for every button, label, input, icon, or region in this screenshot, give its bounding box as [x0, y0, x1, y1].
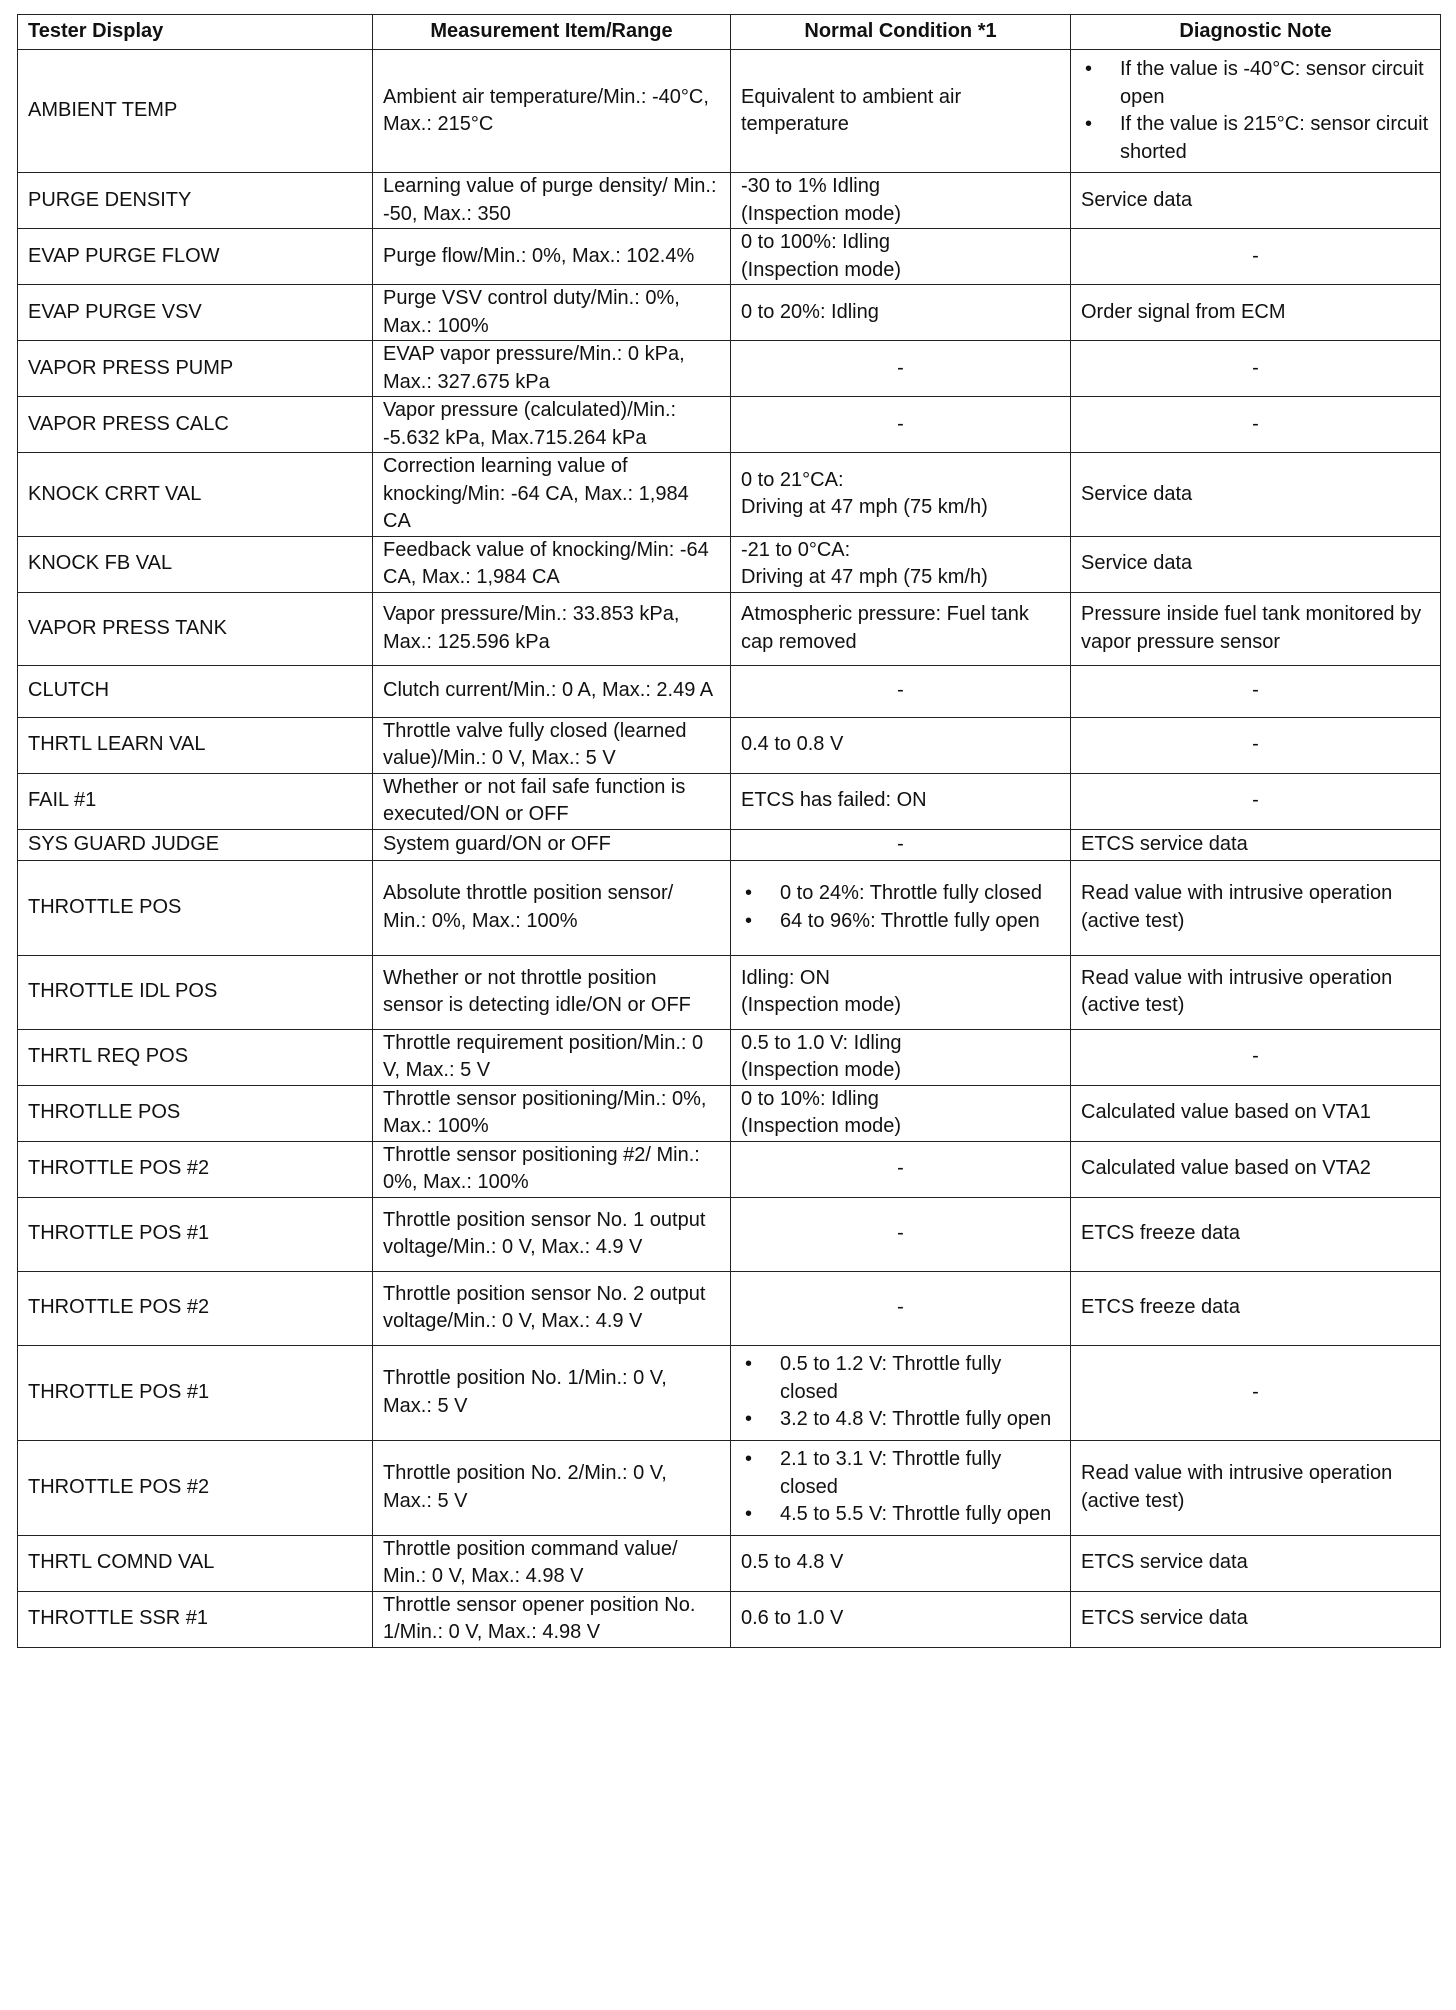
- cell-diagnostic-note: Order signal from ECM: [1071, 285, 1441, 341]
- cell-normal-condition: 0.5 to 4.8 V: [731, 1535, 1071, 1591]
- cell-normal-condition: [731, 1085, 1071, 1141]
- table-row: [18, 397, 1441, 453]
- cell-measurement: Throttle position No. 2/Min.: 0 V, Max.: 5 V: [373, 1440, 731, 1535]
- cell-tester-display: KNOCK FB VAL: [18, 536, 373, 592]
- cell-diagnostic-note: Read value with intrusive operation (active test): [1071, 860, 1441, 955]
- cell-tester-display: CLUTCH: [18, 665, 373, 717]
- cell-tester-display: SYS GUARD JUDGE: [18, 829, 373, 860]
- cell-diagnostic-note: ETCS service data: [1071, 829, 1441, 860]
- cell-normal-condition: [731, 955, 1071, 1029]
- cell-diagnostic-note: Calculated value based on VTA2: [1071, 1141, 1441, 1197]
- list-item: • If the value is -40°C: sensor circuit open: [1081, 56, 1430, 111]
- list-item: • 0 to 24%: Throttle fully closed: [741, 880, 1060, 908]
- cell-measurement: Throttle valve fully closed (learned value)/Min.: 0 V, Max.: 5 V: [373, 717, 731, 773]
- cell-normal-condition: [731, 173, 1071, 229]
- cell-measurement: System guard/ON or OFF: [373, 829, 731, 860]
- cell-tester-display: THROTTLE POS #2: [18, 1271, 373, 1345]
- cell-measurement: Throttle sensor positioning/Min.: 0%, Max.: 100%: [373, 1085, 731, 1141]
- cell-diagnostic-note: -: [1071, 773, 1441, 829]
- table-row: [18, 1271, 1441, 1345]
- cell-measurement: Absolute throttle position sensor/ Min.: 0%, Max.: 100%: [373, 860, 731, 955]
- cell-diagnostic-note: Read value with intrusive operation (active test): [1071, 955, 1441, 1029]
- cell-diagnostic-note: ETCS service data: [1071, 1535, 1441, 1591]
- normal-condition-line: (Inspection mode): [741, 994, 902, 1016]
- cell-tester-display: THROTTLE POS: [18, 860, 373, 955]
- cell-diagnostic-note: -: [1071, 1345, 1441, 1440]
- cell-tester-display: VAPOR PRESS PUMP: [18, 341, 373, 397]
- cell-normal-condition: -: [731, 665, 1071, 717]
- cell-diagnostic-note: [1071, 50, 1441, 173]
- cell-measurement: Clutch current/Min.: 0 A, Max.: 2.49 A: [373, 665, 731, 717]
- cell-measurement: Whether or not fail safe function is executed/ON or OFF: [373, 773, 731, 829]
- cell-diagnostic-note: -: [1071, 665, 1441, 717]
- header-normal-condition: Normal Condition *1: [731, 15, 1071, 50]
- cell-normal-condition: [731, 860, 1071, 955]
- cell-diagnostic-note: ETCS service data: [1071, 1591, 1441, 1647]
- normal-condition-line: -30 to 1% Idling: [741, 175, 880, 197]
- table-row: [18, 860, 1441, 955]
- cell-measurement: Correction learning value of knocking/Min: -64 CA, Max.: 1,984 CA: [373, 453, 731, 537]
- cell-diagnostic-note: Read value with intrusive operation (active test): [1071, 1440, 1441, 1535]
- cell-normal-condition: -: [731, 829, 1071, 860]
- list-item: • 0.5 to 1.2 V: Throttle fully closed: [741, 1351, 1060, 1406]
- cell-normal-condition: [731, 1440, 1071, 1535]
- table-row: [18, 285, 1441, 341]
- cell-normal-condition: [731, 536, 1071, 592]
- cell-tester-display: THROTTLE POS #1: [18, 1197, 373, 1271]
- cell-diagnostic-note: Pressure inside fuel tank monitored by vapor pressure sensor: [1071, 592, 1441, 665]
- normal-condition-line: 0 to 21°CA:: [741, 468, 844, 491]
- table-row: [18, 955, 1441, 1029]
- cell-normal-condition: [731, 453, 1071, 537]
- cell-tester-display: THRTL LEARN VAL: [18, 717, 373, 773]
- cell-normal-condition: -: [731, 341, 1071, 397]
- data-list-table: [17, 14, 1441, 1648]
- table-row: [18, 1591, 1441, 1647]
- cell-normal-condition: [731, 1029, 1071, 1085]
- table-row: [18, 453, 1441, 537]
- table-row: [18, 717, 1441, 773]
- cell-diagnostic-note: -: [1071, 229, 1441, 285]
- table-row: [18, 773, 1441, 829]
- cell-measurement: EVAP vapor pressure/Min.: 0 kPa, Max.: 327.675 kPa: [373, 341, 731, 397]
- cell-normal-condition: -: [731, 397, 1071, 453]
- table-row: [18, 341, 1441, 397]
- cell-measurement: Whether or not throttle position sensor is detecting idle/ON or OFF: [373, 955, 731, 1029]
- data-list-sheet: [17, 14, 1440, 1648]
- normal-condition-line: 0.5 to 1.0 V: Idling: [741, 1031, 902, 1054]
- table-row: [18, 1085, 1441, 1141]
- table-row: [18, 1440, 1441, 1535]
- cell-normal-condition: [731, 1345, 1071, 1440]
- cell-measurement: Vapor pressure/Min.: 33.853 kPa, Max.: 125.596 kPa: [373, 592, 731, 665]
- cell-measurement: Feedback value of knocking/Min: -64 CA, Max.: 1,984 CA: [373, 536, 731, 592]
- cell-measurement: Throttle position sensor No. 2 output voltage/Min.: 0 V, Max.: 4.9 V: [373, 1271, 731, 1345]
- normal-condition-line: (Inspection mode): [741, 258, 902, 281]
- normal-condition-line: -21 to 0°CA:: [741, 538, 851, 561]
- table-row: [18, 1345, 1441, 1440]
- cell-diagnostic-note: -: [1071, 341, 1441, 397]
- cell-diagnostic-note: Service data: [1071, 453, 1441, 537]
- cell-diagnostic-note: Calculated value based on VTA1: [1071, 1085, 1441, 1141]
- cell-normal-condition: ETCS has failed: ON: [731, 773, 1071, 829]
- cell-measurement: Purge flow/Min.: 0%, Max.: 102.4%: [373, 229, 731, 285]
- cell-normal-condition: 0 to 20%: Idling: [731, 285, 1071, 341]
- header-tester-display: Tester Display: [18, 15, 373, 50]
- normal-condition-line: 0 to 100%: Idling: [741, 231, 890, 253]
- header-row: [18, 15, 1441, 50]
- cell-diagnostic-note: Service data: [1071, 536, 1441, 592]
- normal-condition-list: [741, 1351, 1060, 1434]
- cell-normal-condition: [731, 229, 1071, 285]
- cell-tester-display: THROTTLE IDL POS: [18, 955, 373, 1029]
- cell-tester-display: KNOCK CRRT VAL: [18, 453, 373, 537]
- cell-tester-display: THRTL REQ POS: [18, 1029, 373, 1085]
- cell-measurement: Vapor pressure (calculated)/Min.: -5.632 kPa, Max.715.264 kPa: [373, 397, 731, 453]
- cell-measurement: Throttle sensor positioning #2/ Min.: 0%, Max.: 100%: [373, 1141, 731, 1197]
- normal-condition-list: [741, 1446, 1060, 1529]
- cell-measurement: Throttle position No. 1/Min.: 0 V, Max.: 5 V: [373, 1345, 731, 1440]
- table-row: [18, 1197, 1441, 1271]
- list-item: • 4.5 to 5.5 V: Throttle fully open: [741, 1501, 1060, 1529]
- normal-condition-line: (Inspection mode): [741, 1115, 902, 1137]
- header-diagnostic-note: Diagnostic Note: [1071, 15, 1441, 50]
- normal-condition-line: Driving at 47 mph (75 km/h): [741, 496, 988, 519]
- cell-tester-display: EVAP PURGE FLOW: [18, 229, 373, 285]
- list-item: • 3.2 to 4.8 V: Throttle fully open: [741, 1406, 1060, 1434]
- table-row: [18, 665, 1441, 717]
- cell-tester-display: VAPOR PRESS CALC: [18, 397, 373, 453]
- cell-tester-display: THROTTLE POS #2: [18, 1141, 373, 1197]
- cell-tester-display: THROTTLE POS #1: [18, 1345, 373, 1440]
- cell-normal-condition: 0.6 to 1.0 V: [731, 1591, 1071, 1647]
- cell-normal-condition: -: [731, 1197, 1071, 1271]
- cell-measurement: Ambient air temperature/Min.: -40°C, Max.: 215°C: [373, 50, 731, 173]
- table-row: [18, 173, 1441, 229]
- normal-condition-line: Idling: ON: [741, 966, 830, 989]
- normal-condition-line: 0 to 10%: Idling: [741, 1087, 879, 1110]
- diagnostic-note-list: [1081, 56, 1430, 166]
- table-row: [18, 1029, 1441, 1085]
- cell-measurement: Throttle position command value/ Min.: 0 V, Max.: 4.98 V: [373, 1535, 731, 1591]
- normal-condition-line: (Inspection mode): [741, 1059, 902, 1081]
- cell-tester-display: THROTLLE POS: [18, 1085, 373, 1141]
- cell-tester-display: THRTL COMND VAL: [18, 1535, 373, 1591]
- table-row: [18, 1535, 1441, 1591]
- cell-measurement: Throttle sensor opener position No. 1/Min.: 0 V, Max.: 4.98 V: [373, 1591, 731, 1647]
- table-row: [18, 1141, 1441, 1197]
- list-item: • If the value is 215°C: sensor circuit shorted: [1081, 111, 1430, 166]
- cell-measurement: Learning value of purge density/ Min.: -50, Max.: 350: [373, 173, 731, 229]
- cell-tester-display: AMBIENT TEMP: [18, 50, 373, 173]
- cell-measurement: Purge VSV control duty/Min.: 0%, Max.: 100%: [373, 285, 731, 341]
- cell-normal-condition: -: [731, 1271, 1071, 1345]
- cell-normal-condition: 0.4 to 0.8 V: [731, 717, 1071, 773]
- cell-diagnostic-note: -: [1071, 397, 1441, 453]
- header-measurement: Measurement Item/Range: [373, 15, 731, 50]
- cell-diagnostic-note: ETCS freeze data: [1071, 1271, 1441, 1345]
- cell-normal-condition: Equivalent to ambient air temperature: [731, 50, 1071, 173]
- list-item: • 64 to 96%: Throttle fully open: [741, 908, 1060, 936]
- table-row: [18, 829, 1441, 860]
- normal-condition-list: [741, 880, 1060, 935]
- table-row: [18, 50, 1441, 173]
- table-row: [18, 229, 1441, 285]
- normal-condition-line: Driving at 47 mph (75 km/h): [741, 566, 988, 588]
- cell-normal-condition: -: [731, 1141, 1071, 1197]
- table-row: [18, 536, 1441, 592]
- cell-tester-display: VAPOR PRESS TANK: [18, 592, 373, 665]
- cell-diagnostic-note: -: [1071, 717, 1441, 773]
- cell-normal-condition: Atmospheric pressure: Fuel tank cap removed: [731, 592, 1071, 665]
- cell-tester-display: THROTTLE POS #2: [18, 1440, 373, 1535]
- cell-measurement: Throttle position sensor No. 1 output voltage/Min.: 0 V, Max.: 4.9 V: [373, 1197, 731, 1271]
- cell-diagnostic-note: Service data: [1071, 173, 1441, 229]
- table-body: [18, 50, 1441, 1648]
- cell-tester-display: EVAP PURGE VSV: [18, 285, 373, 341]
- cell-diagnostic-note: -: [1071, 1029, 1441, 1085]
- cell-diagnostic-note: ETCS freeze data: [1071, 1197, 1441, 1271]
- cell-tester-display: FAIL #1: [18, 773, 373, 829]
- cell-tester-display: THROTTLE SSR #1: [18, 1591, 373, 1647]
- cell-tester-display: PURGE DENSITY: [18, 173, 373, 229]
- list-item: • 2.1 to 3.1 V: Throttle fully closed: [741, 1446, 1060, 1501]
- normal-condition-line: (Inspection mode): [741, 202, 902, 225]
- table-row: [18, 592, 1441, 665]
- cell-measurement: Throttle requirement position/Min.: 0 V, Max.: 5 V: [373, 1029, 731, 1085]
